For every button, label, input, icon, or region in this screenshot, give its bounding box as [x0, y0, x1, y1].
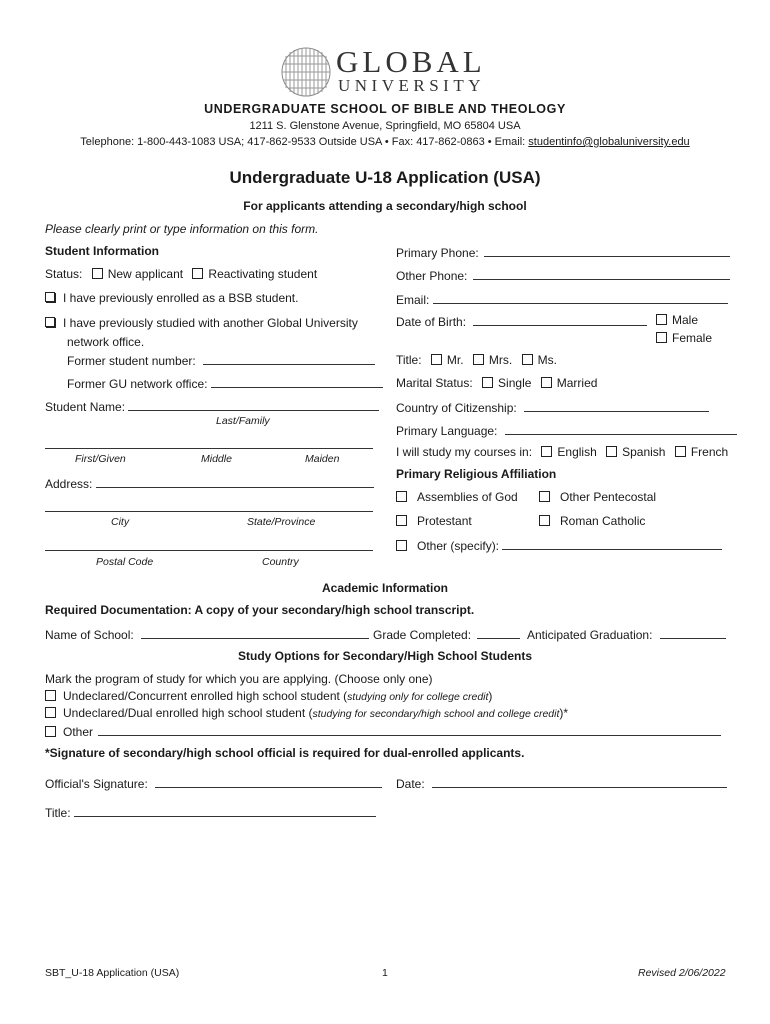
language-field[interactable] [505, 422, 737, 435]
option-dual-checkbox[interactable] [45, 707, 56, 718]
former-number-label: Former student number: [67, 354, 196, 368]
option-other-row [45, 723, 721, 739]
female-checkbox[interactable] [656, 332, 667, 343]
spanish-checkbox[interactable] [606, 446, 617, 457]
other-phone-field[interactable] [473, 267, 730, 280]
reactivating-checkbox[interactable] [192, 268, 203, 279]
maiden-caption: Maiden [305, 453, 340, 465]
catholic-row [539, 514, 645, 528]
date-label: Date: [396, 777, 425, 791]
female-label: Female [672, 331, 713, 345]
other-religion-label: Other (specify): [417, 539, 500, 553]
catholic-checkbox[interactable] [539, 515, 550, 526]
student-info-heading: Student Information [45, 244, 159, 258]
former-office-label: Former GU network office: [67, 377, 208, 391]
former-office-field[interactable] [211, 375, 383, 388]
ag-label: Assemblies of God [417, 490, 518, 504]
ms-label: Ms. [537, 353, 557, 367]
prev-bsb-label: I have previously enrolled as a BSB student. [63, 291, 299, 305]
grade-row [373, 626, 520, 642]
school-name: UNDERGRADUATE SCHOOL OF BIBLE AND THEOLOGY [204, 102, 566, 116]
title-label: Title: [396, 353, 422, 367]
school-name-field[interactable] [141, 626, 369, 639]
official-title-label: Title: [45, 806, 71, 820]
city-state-field[interactable] [45, 511, 373, 512]
mrs-label: Mrs. [488, 353, 513, 367]
prev-gu-row [45, 316, 358, 330]
ms-checkbox[interactable] [522, 354, 533, 365]
dob-row [396, 313, 647, 329]
citizenship-field[interactable] [524, 399, 709, 412]
address-label: Address: [45, 477, 93, 491]
form-subtitle: For applicants attending a secondary/high school [243, 199, 527, 213]
first-given-caption: First/Given [75, 453, 126, 465]
option-concurrent-checkbox[interactable] [45, 690, 56, 701]
student-name-row [45, 398, 379, 414]
prev-bsb-row [45, 291, 298, 305]
school-name-label: Name of School: [45, 628, 134, 642]
title-row [396, 353, 557, 367]
mrs-checkbox[interactable] [473, 354, 484, 365]
citizenship-row [396, 399, 709, 415]
ag-row [396, 490, 518, 504]
state-caption: State/Province [247, 516, 316, 528]
other-religion-checkbox[interactable] [396, 540, 407, 551]
email-link[interactable]: studentinfo@globaluniversity.edu [528, 136, 690, 148]
option-dual-label: Undeclared/Dual enrolled high school student ( [63, 706, 313, 720]
footer-page-number: 1 [382, 967, 388, 979]
religious-heading: Primary Religious Affiliation [396, 467, 557, 481]
graduation-row [527, 626, 726, 642]
form-title: Undergraduate U-18 Application (USA) [229, 168, 541, 187]
protestant-checkbox[interactable] [396, 515, 407, 526]
footer-revised: Revised 2/06/2022 [638, 967, 726, 979]
marital-label: Marital Status: [396, 376, 473, 390]
language-row [396, 422, 737, 438]
date-field[interactable] [432, 775, 727, 788]
french-checkbox[interactable] [675, 446, 686, 457]
language-label: Primary Language: [396, 424, 498, 438]
marital-row [396, 376, 597, 390]
middle-caption: Middle [201, 453, 232, 465]
grade-label: Grade Completed: [373, 628, 472, 642]
male-checkbox[interactable] [656, 314, 667, 325]
official-title-row [45, 804, 376, 820]
graduation-field[interactable] [660, 626, 726, 639]
status-label: Status: [45, 267, 83, 281]
footer-form-id: SBT_U-18 Application (USA) [45, 967, 180, 979]
country-caption: Country [262, 556, 299, 568]
official-signature-row [45, 775, 382, 791]
male-label: Male [672, 313, 699, 327]
signature-note: *Signature of secondary/high school official is required for dual-enrolled applicants. [45, 746, 525, 760]
official-signature-field[interactable] [155, 775, 382, 788]
study-language-label: I will study my courses in: [396, 445, 533, 459]
prev-gu-label-2: network office. [67, 335, 145, 349]
option-other-label: Other [63, 725, 94, 739]
city-caption: City [111, 516, 130, 528]
first-middle-maiden-field[interactable] [45, 448, 373, 449]
male-row [656, 313, 698, 327]
catholic-label: Roman Catholic [560, 514, 646, 528]
mr-checkbox[interactable] [431, 354, 442, 365]
academic-heading: Academic Information [321, 581, 449, 595]
married-label: Married [556, 376, 598, 390]
spanish-label: Spanish [622, 445, 666, 459]
email-label: Email: [396, 293, 430, 307]
study-language-row [396, 445, 728, 459]
school-name-row [45, 626, 369, 642]
primary-phone-label: Primary Phone: [396, 246, 479, 260]
logo-global: GLOBAL [336, 44, 486, 79]
primary-phone-row [396, 244, 730, 260]
protestant-label: Protestant [417, 514, 472, 528]
other-religion-row [396, 537, 722, 553]
single-label: Single [498, 376, 532, 390]
other-pent-label: Other Pentecostal [560, 490, 657, 504]
official-signature-label: Official's Signature: [45, 777, 148, 791]
option-concurrent-note: studying only for college credit [347, 691, 489, 703]
prev-gu-label: I have previously studied with another Global University [63, 316, 358, 330]
other-pent-checkbox[interactable] [539, 491, 550, 502]
ag-checkbox[interactable] [396, 491, 407, 502]
option-dual-row [45, 706, 568, 720]
grade-field[interactable] [477, 626, 520, 639]
other-religion-field[interactable] [502, 537, 722, 550]
postal-caption: Postal Code [96, 556, 154, 568]
new-applicant-label: New applicant [107, 267, 184, 281]
email-row [396, 291, 728, 307]
option-other-field[interactable] [98, 723, 721, 736]
study-heading: Study Options for Secondary/High School Students [237, 649, 533, 663]
reactivating-label: Reactivating student [208, 267, 318, 281]
single-checkbox[interactable] [482, 377, 493, 388]
email-field[interactable] [433, 291, 728, 304]
former-number-row [67, 352, 375, 368]
student-name-label: Student Name: [45, 400, 126, 414]
instructions: Please clearly print or type information on this form. [45, 222, 319, 236]
contact-line [0, 136, 770, 148]
married-checkbox[interactable] [541, 377, 552, 388]
primary-phone-field[interactable] [484, 244, 730, 257]
last-name-field[interactable] [128, 398, 379, 411]
english-label: English [557, 445, 597, 459]
option-concurrent-label: Undeclared/Concurrent enrolled high school student ( [63, 689, 348, 703]
french-label: French [690, 445, 729, 459]
new-applicant-checkbox[interactable] [92, 268, 103, 279]
prev-gu-checkbox[interactable] [45, 317, 55, 327]
status-row [45, 267, 317, 281]
option-dual-end: )* [559, 706, 569, 720]
option-concurrent-row [45, 689, 492, 703]
logo [280, 44, 495, 100]
option-dual-note: studying for secondary/high school and college credit [312, 708, 560, 720]
option-other-checkbox[interactable] [45, 726, 56, 737]
graduation-label: Anticipated Graduation: [527, 628, 653, 642]
option-concurrent-end: ) [488, 689, 493, 703]
former-office-row [67, 375, 383, 391]
citizenship-label: Country of Citizenship: [396, 401, 517, 415]
globe-icon [280, 46, 332, 98]
school-address: 1211 S. Glenstone Avenue, Springfield, MO 65804 USA [249, 120, 521, 132]
address-row [45, 475, 374, 491]
postal-country-field[interactable] [45, 550, 373, 551]
dob-field[interactable] [473, 313, 647, 326]
dob-label: Date of Birth: [396, 315, 467, 329]
protestant-row [396, 514, 472, 528]
mr-label: Mr. [446, 353, 464, 367]
other-phone-row [396, 267, 730, 283]
former-number-field[interactable] [203, 352, 375, 365]
other-pent-row [539, 490, 656, 504]
contact-text: Telephone: 1-800-443-1083 USA; 417-862-9533 Outside USA • Fax: 417-862-0863 • Email: [80, 136, 529, 148]
last-family-caption: Last/Family [216, 415, 270, 427]
english-checkbox[interactable] [541, 446, 552, 457]
official-title-field[interactable] [74, 804, 376, 817]
date-row [396, 775, 727, 791]
study-instructions: Mark the program of study for which you are applying. (Choose only one) [45, 672, 433, 686]
prev-bsb-checkbox[interactable] [45, 292, 55, 302]
female-row [656, 331, 712, 345]
logo-university: UNIVERSITY [338, 76, 485, 95]
other-phone-label: Other Phone: [396, 269, 468, 283]
required-docs: Required Documentation: A copy of your secondary/high school transcript. [45, 603, 475, 617]
address-field[interactable] [96, 475, 374, 488]
